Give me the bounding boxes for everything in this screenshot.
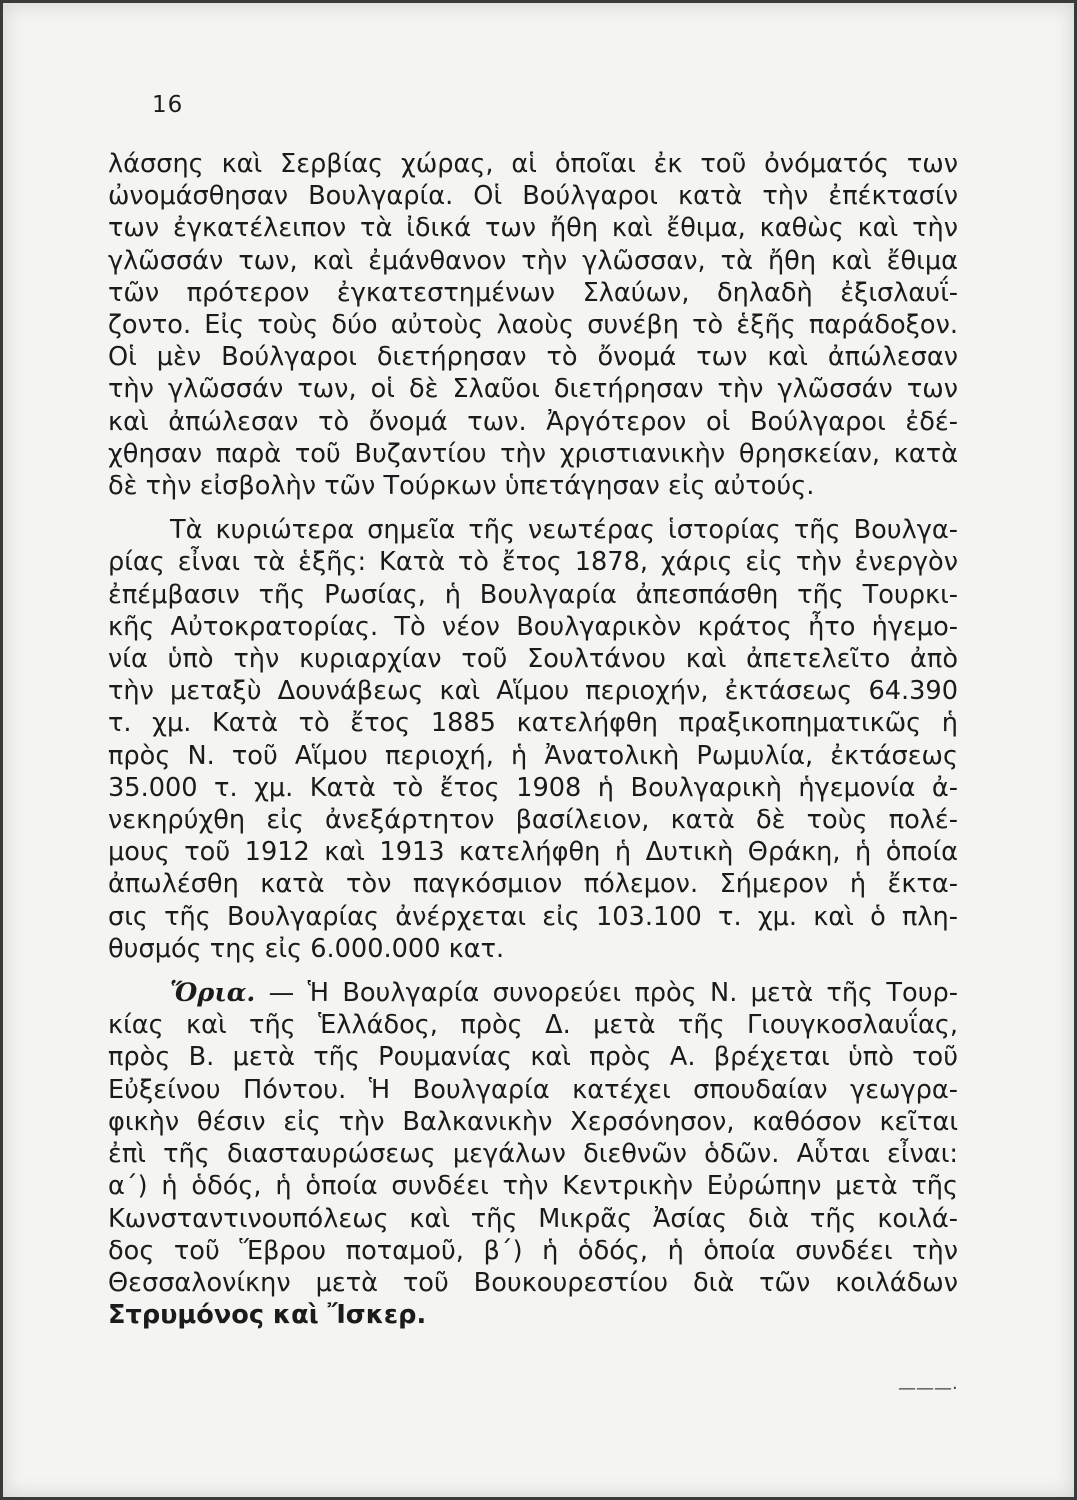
text-line: Οἱ μὲν Βούλγαροι διετήρησαν τὸ ὄνομά των καὶ ἀπώλεσαν [108, 342, 958, 373]
text-line: ἐπὶ τῆς διασταυρώσεως μεγάλων διεθνῶν ὁδῶν. Αὗται εἶναι: [108, 1139, 958, 1170]
text-line: χθησαν παρὰ τοῦ Βυζαντίου τὴν χριστιανικὴν θρησκείαν, κατὰ [108, 438, 958, 469]
text-line: δος τοῦ Ἕβρου ποταμοῦ, β΄) ἡ ὁδός, ἡ ὁποία συνδέει τὴν [108, 1235, 958, 1266]
text-line: νεκηρύχθη εἰς ἀνεξάρτητον βασίλειον, κατὰ δὲ τοὺς πολέ- [108, 805, 958, 836]
text-line: δὲ τὴν εἰσβολὴν τῶν Τούρκων ὑπετάγησαν εἰς αὐτούς. [108, 471, 815, 502]
text-line: νία ὑπὸ τὴν κυριαρχίαν τοῦ Σουλτάνου καὶ ἀπετελεῖτο ἀπὸ [108, 644, 958, 675]
text-line [108, 977, 958, 1009]
text-line: μους τοῦ 1912 καὶ 1913 κατελήφθη ἡ Δυτικὴ Θράκη, ἡ ὁποία [108, 837, 958, 868]
text-line: καὶ ἀπώλεσαν τὸ ὄνομά των. Ἀργότερον οἱ Βούλγαροι ἐδέ- [108, 406, 958, 437]
text-line: Κωνσταντινουπόλεως καὶ τῆς Μικρᾶς Ἀσίας διὰ τῆς κοιλά- [108, 1203, 958, 1234]
paragraph-1 [108, 148, 958, 502]
text-line: α΄) ἡ ὁδός, ἡ ὁποία συνδέει τὴν Κεντρικὴν Εὐρώπην μετὰ τῆς [108, 1171, 958, 1202]
text-line: σις τῆς Βουλγαρίας ἀνέρχεται εἰς 103.100 τ. χμ. καὶ ὁ πλη- [108, 901, 958, 932]
text-line: θυσμός της εἰς 6.000.000 κατ. [108, 933, 505, 964]
paragraph-3 [108, 977, 958, 1331]
page-number: 16 [152, 92, 184, 118]
text-line: των ἐγκατέλειπον τὰ ἰδικά των ἤθη καὶ ἔθιμα, καθὼς καὶ τὴν [108, 213, 958, 244]
section-heading-oria: Ὅρια. [170, 978, 256, 1009]
text-line: τ. χμ. Κατὰ τὸ ἔτος 1885 κατελήφθη πραξικοπηματικῶς ἡ [108, 708, 958, 739]
text-line: ἀπωλέσθη κατὰ τὸν παγκόσμιον πόλεμον. Σήμερον ἡ ἔκτα- [108, 869, 958, 900]
text-line: τὴν μεταξὺ Δουνάβεως καὶ Αἵμου περιοχήν, ἐκτάσεως 64.390 [108, 676, 958, 707]
text-line: ρίας εἶναι τὰ ἑξῆς: Κατὰ τὸ ἔτος 1878, χάρις εἰς τὴν ἐνεργὸν [108, 547, 958, 578]
text-line: φικὴν θέσιν εἰς τὴν Βαλκανικὴν Χερσόνησον, καθόσον κεῖται [108, 1106, 958, 1137]
text-line: ζοντο. Εἰς τοὺς δύο αὐτοὺς λαοὺς συνέβη τὸ ἑξῆς παράδοξον. [108, 310, 958, 341]
text-line: κῆς Αὐτοκρατορίας. Τὸ νέον Βουλγαρικὸν κράτος ἦτο ἡγεμο- [108, 611, 958, 642]
text-line: κίας καὶ τῆς Ἑλλάδος, πρὸς Δ. μετὰ τῆς Γιουγκοσλαυΐας, [108, 1010, 958, 1041]
text-line: ἐπέμβασιν τῆς Ρωσίας, ἡ Βουλγαρία ἀπεσπάσθη τῆς Τουρκι- [108, 579, 958, 610]
text-line: λάσσης καὶ Σερβίας χώρας, αἱ ὁποῖαι ἐκ τοῦ ὀνόματός των [108, 149, 958, 179]
text-line: γλῶσσάν των, καὶ ἐμάνθανον τὴν γλῶσσαν, τὰ ἤθη καὶ ἔθιμα [108, 245, 958, 276]
body-text [108, 148, 958, 1343]
text-line: Τὰ κυριώτερα σημεῖα τῆς νεωτέρας ἱστορίας τῆς Βουλγα- [170, 515, 958, 546]
paragraph-2 [108, 514, 958, 965]
text-line: τῶν πρότερον ἐγκατεστημένων Σλαύων, δηλαδὴ ἐξισλαυΐ- [108, 277, 958, 308]
text-line: τὴν γλῶσσάν των, οἱ δὲ Σλαῦοι διετήρησαν τὴν γλῶσσάν των [108, 374, 958, 405]
text-line: πρὸς Ν. τοῦ Αἵμου περιοχή, ἡ Ἀνατολικὴ Ρωμυλία, ἐκτάσεως [108, 740, 958, 771]
text-line: Θεσσαλονίκην μετὰ τοῦ Βουκουρεστίου διὰ τῶν κοιλάδων [108, 1267, 958, 1298]
text-line: Στρυμόνος καὶ Ἴσκερ. [108, 1300, 427, 1331]
text-line: πρὸς Β. μετὰ τῆς Ρουμανίας καὶ πρὸς Α. βρέχεται ὑπὸ τοῦ [108, 1042, 958, 1073]
text-line: ὠνομάσθησαν Βουλγαρία. Οἱ Βούλγαροι κατὰ τὴν ἐπέκτασίν [108, 181, 958, 212]
text-line: Εὐξείνου Πόντου. Ἡ Βουλγαρία κατέχει σπουδαίαν γεωγρα- [108, 1074, 958, 1105]
text-line-content: — Ἡ Βουλγαρία συνορεύει πρὸς Ν. μετὰ τῆς Τουρ- [255, 978, 958, 1009]
text-line: 35.000 τ. χμ. Κατὰ τὸ ἔτος 1908 ἡ Βουλγαρικὴ ἡγεμονία ἀ- [108, 772, 958, 803]
end-mark: ———· [898, 1378, 958, 1399]
